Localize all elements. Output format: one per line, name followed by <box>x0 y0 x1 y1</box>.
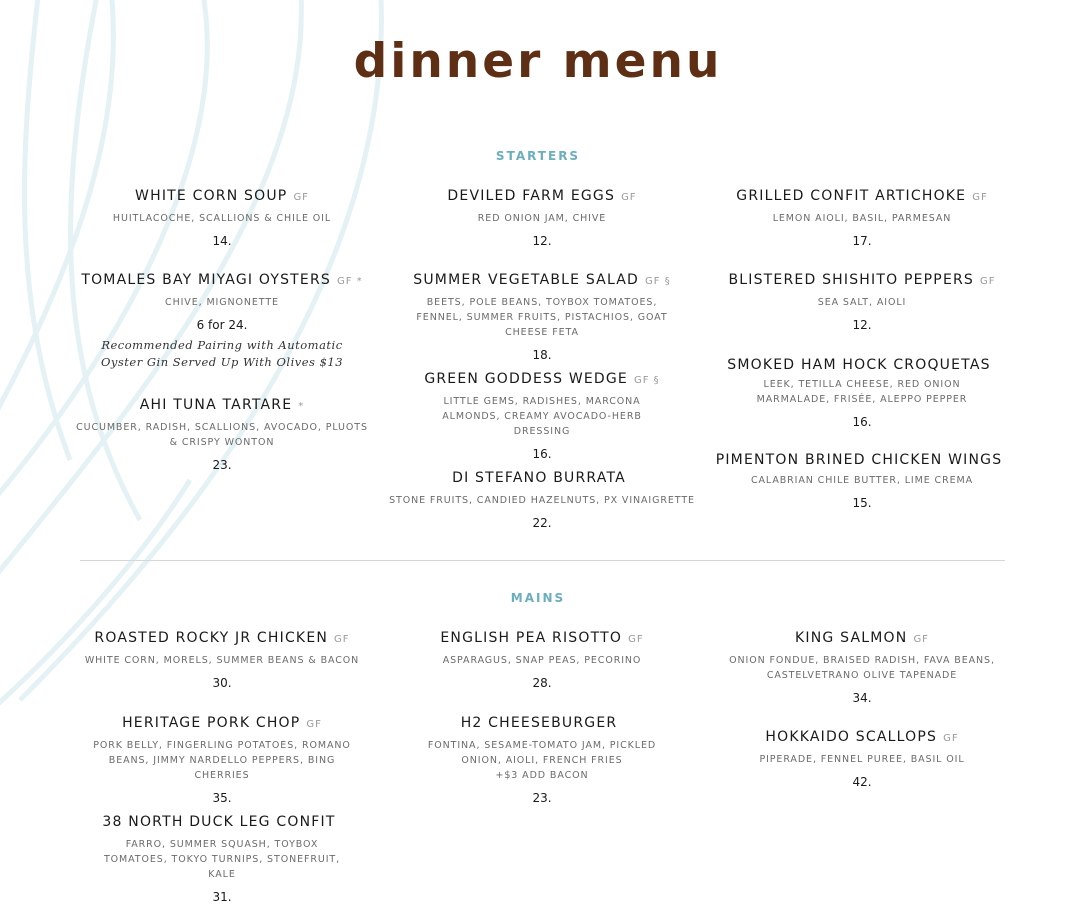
dietary-tag: GF <box>943 733 959 744</box>
item-description: PIPERADE, FENNEL PUREE, BASIL OIL <box>759 754 965 765</box>
dietary-tag: * <box>298 401 305 412</box>
dietary-tag: GF <box>628 634 644 645</box>
item-price: 16. <box>532 447 552 461</box>
dietary-tag: GF <box>980 276 996 287</box>
item-name-row <box>62 270 382 292</box>
item-name: DI STEFANO BURRATA <box>452 470 626 486</box>
item-name: HOKKAIDO SCALLOPS <box>765 729 938 745</box>
item-price: 31. <box>212 890 232 904</box>
menu-item <box>382 628 702 691</box>
menu-item <box>62 395 382 473</box>
item-description: PORK BELLY, FINGERLING POTATOES, ROMANO BEANS, JIMMY NARDELLO PEPPERS, BING CHERRIES <box>93 740 351 781</box>
item-name: HERITAGE PORK CHOP <box>122 715 301 731</box>
dietary-tag: GF <box>306 719 322 730</box>
item-description: ONION FONDUE, BRAISED RADISH, FAVA BEANS, CASTELVETRANO OLIVE TAPENADE <box>729 655 995 681</box>
item-name: GREEN GODDESS WEDGE <box>424 371 628 387</box>
item-description: CHIVE, MIGNONETTE <box>165 297 279 308</box>
item-price: 30. <box>212 676 232 690</box>
item-price: 15. <box>852 496 872 510</box>
section-label-mains: MAINS <box>510 591 566 605</box>
item-addon: +$3 ADD BACON <box>495 770 589 781</box>
dietary-tag: GF <box>913 634 929 645</box>
menu-item <box>62 186 382 249</box>
item-price: 35. <box>212 791 232 805</box>
item-name: TOMALES BAY MIYAGI OYSTERS <box>81 272 331 288</box>
item-name: AHI TUNA TARTARE <box>139 397 293 413</box>
item-name: SMOKED HAM HOCK CROQUETAS <box>727 357 991 373</box>
menu-item <box>702 355 1022 430</box>
item-name-row <box>62 812 382 834</box>
dietary-tag: GF § <box>645 276 671 287</box>
menu-item <box>62 812 382 905</box>
item-name: DEVILED FARM EGGS <box>447 188 616 204</box>
item-name: ROASTED ROCKY JR CHICKEN <box>94 630 329 646</box>
item-name: H2 CHEESEBURGER <box>460 715 618 731</box>
item-name: GRILLED CONFIT ARTICHOKE <box>736 188 967 204</box>
item-name-row <box>382 270 702 292</box>
menu-item <box>702 450 1022 511</box>
item-price: 23. <box>212 458 232 472</box>
item-price: 23. <box>532 791 552 805</box>
section-label-starters: STARTERS <box>495 149 581 163</box>
dietary-tag: GF * <box>336 276 363 287</box>
menu-item <box>382 369 702 462</box>
item-description: CALABRIAN CHILE BUTTER, LIME CREMA <box>751 475 973 486</box>
menu-item <box>382 713 702 806</box>
menu-item <box>62 270 382 371</box>
dietary-tag: GF § <box>633 375 660 386</box>
item-price: 34. <box>852 691 872 705</box>
menu-item <box>702 628 1022 706</box>
item-price: 16. <box>852 415 872 429</box>
item-name: SUMMER VEGETABLE SALAD <box>413 272 640 288</box>
item-name-row <box>62 628 382 650</box>
item-description: ASPARAGUS, SNAP PEAS, PECORINO <box>442 655 642 666</box>
item-name-row <box>702 450 1022 472</box>
menu-item <box>62 628 382 691</box>
item-name-row <box>382 713 702 735</box>
item-price: 18. <box>532 348 552 362</box>
item-description: SEA SALT, AIOLI <box>817 297 907 308</box>
item-price: 6 for 24. <box>196 318 248 332</box>
item-name-row <box>382 628 702 650</box>
dietary-tag: GF <box>293 192 309 203</box>
item-name-row <box>382 186 702 208</box>
item-name-row <box>702 355 1022 377</box>
item-price: 12. <box>532 234 552 248</box>
item-name: 38 NORTH DUCK LEG CONFIT <box>102 814 336 830</box>
item-description: LEMON AIOLI, BASIL, PARMESAN <box>772 213 952 224</box>
item-name-row <box>382 468 702 490</box>
item-name: WHITE CORN SOUP <box>135 188 288 204</box>
item-description: STONE FRUITS, CANDIED HAZELNUTS, PX VINAIGRETTE <box>389 495 695 506</box>
item-name-row <box>382 369 702 391</box>
item-description: WHITE CORN, MORELS, SUMMER BEANS & BACON <box>84 655 360 666</box>
item-description: BEETS, POLE BEANS, TOYBOX TOMATOES, FENNEL, SUMMER FRUITS, PISTACHIOS, GOAT CHEESE FETA <box>416 297 668 338</box>
dietary-tag: GF <box>334 634 350 645</box>
item-description: CUCUMBER, RADISH, SCALLIONS, AVOCADO, PLUOTS & CRISPY WONTON <box>76 422 368 448</box>
item-price: 28. <box>532 676 552 690</box>
item-description: LEEK, TETILLA CHEESE, RED ONION MARMALADE, FRISÉE, ALEPPO PEPPER <box>756 379 968 405</box>
page-title: dinner menu <box>353 34 723 89</box>
item-name: BLISTERED SHISHITO PEPPERS <box>728 272 975 288</box>
item-description: HUITLACOCHE, SCALLIONS & CHILE OIL <box>112 213 332 224</box>
item-price: 14. <box>212 234 232 248</box>
item-price: 22. <box>532 516 552 530</box>
dietary-tag: GF <box>621 192 637 203</box>
pairing-note: Recommended Pairing with Automatic Oyster Gin Served Up With Olives $13 <box>100 338 344 369</box>
menu-item <box>382 186 702 249</box>
menu-item <box>382 468 702 531</box>
menu-item <box>702 727 1022 790</box>
item-name-row <box>702 628 1022 650</box>
menu-item <box>702 186 1022 249</box>
item-name: ENGLISH PEA RISOTTO <box>440 630 623 646</box>
item-name: PIMENTON BRINED CHICKEN WINGS <box>715 452 1003 468</box>
menu-item <box>702 270 1022 333</box>
item-description: FARRO, SUMMER SQUASH, TOYBOX TOMATOES, TOKYO TURNIPS, STONEFRUIT, KALE <box>103 839 341 880</box>
section-divider <box>80 560 1005 561</box>
item-name-row <box>702 270 1022 292</box>
item-name-row <box>702 186 1022 208</box>
item-name: KING SALMON <box>795 630 908 646</box>
item-description: FONTINA, SESAME-TOMATO JAM, PICKLED ONION, AIOLI, FRENCH FRIES <box>427 740 657 766</box>
dietary-tag: GF <box>972 192 988 203</box>
item-description: LITTLE GEMS, RADISHES, MARCONA ALMONDS, CREAMY AVOCADO-HERB DRESSING <box>442 396 642 437</box>
menu-item <box>382 270 702 363</box>
item-price: 17. <box>852 234 872 248</box>
menu-item <box>62 713 382 806</box>
item-name-row <box>702 727 1022 749</box>
item-description: RED ONION JAM, CHIVE <box>477 213 607 224</box>
item-name-row <box>62 186 382 208</box>
item-name-row <box>62 395 382 417</box>
item-price: 42. <box>852 775 872 789</box>
item-name-row <box>62 713 382 735</box>
item-price: 12. <box>852 318 872 332</box>
